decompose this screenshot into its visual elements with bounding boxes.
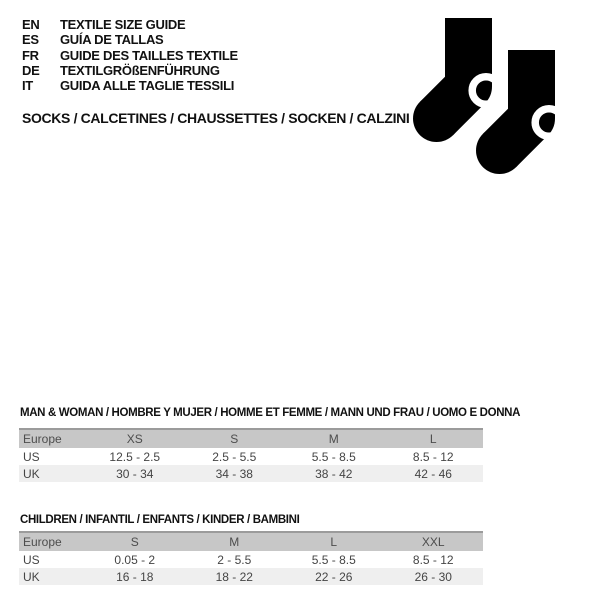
table-row-uk <box>19 465 483 482</box>
table-header-row <box>19 429 483 448</box>
header-cell-size: L <box>284 532 384 551</box>
language-row-it <box>22 79 238 94</box>
size-cell: 26 - 30 <box>414 569 452 584</box>
sock-1-toe <box>413 95 460 142</box>
size-cell: 34 - 38 <box>215 466 253 481</box>
language-row-fr <box>22 49 238 64</box>
size-table-adult <box>19 428 483 482</box>
size-cell: 16 - 18 <box>116 569 154 584</box>
size-cell: 42 - 46 <box>414 466 452 481</box>
row-label: US <box>23 552 40 567</box>
row-label: UK <box>23 569 40 584</box>
header-cell-size: M <box>185 532 285 551</box>
size-cell: 2 - 5.5 <box>217 552 252 567</box>
sock-2-toe <box>476 127 523 174</box>
table-title-children: CHILDREN / INFANTIL / ENFANTS / KINDER / BAMBINI <box>20 514 300 526</box>
socks-icon <box>400 0 600 190</box>
size-cell: 38 - 42 <box>315 466 353 481</box>
category-title: SOCKS / CALCETINES / CHAUSSETTES / SOCKEN / CALZINI <box>22 110 410 126</box>
size-cell: 5.5 - 8.5 <box>311 552 356 567</box>
header-cell-size: S <box>185 429 285 448</box>
table-row-us <box>19 448 483 465</box>
language-code: IT <box>22 78 33 94</box>
size-cell: 22 - 26 <box>315 569 353 584</box>
size-cell: 8.5 - 12 <box>412 449 454 464</box>
language-row-de <box>22 64 238 79</box>
language-code: EN <box>22 17 40 32</box>
language-list <box>22 18 238 94</box>
row-label: US <box>23 449 40 464</box>
size-cell: 8.5 - 12 <box>412 552 454 567</box>
language-label: TEXTILE SIZE GUIDE <box>60 17 186 32</box>
size-cell: 2.5 - 5.5 <box>212 449 257 464</box>
language-code: ES <box>22 32 39 48</box>
language-code: FR <box>22 47 39 63</box>
size-table-children <box>19 531 483 585</box>
size-cell: 5.5 - 8.5 <box>311 449 356 464</box>
table-row-us <box>19 551 483 568</box>
language-label: GUIDA ALLE TAGLIE TESSILI <box>60 78 235 94</box>
language-label: GUÍA DE TALLAS <box>60 32 164 48</box>
header-cell-size: L <box>384 429 484 448</box>
language-row-es <box>22 33 238 48</box>
header-cell-size: XS <box>85 429 185 448</box>
size-cell: 12.5 - 2.5 <box>109 449 161 464</box>
language-row-en <box>22 18 238 33</box>
header-cell-region: Europe <box>19 429 85 448</box>
header-cell-region: Europe <box>19 532 85 551</box>
header-cell-size: S <box>85 532 185 551</box>
language-label: TEXTILGRÖßENFÜHRUNG <box>60 62 220 78</box>
language-code: DE <box>22 62 40 78</box>
header-cell-size: XXL <box>384 532 484 551</box>
row-label: UK <box>23 466 40 481</box>
header-cell-size: M <box>284 429 384 448</box>
language-label: GUIDE DES TAILLES TEXTILE <box>60 47 238 63</box>
size-cell: 30 - 34 <box>116 466 154 481</box>
size-cell: 0.05 - 2 <box>114 552 156 567</box>
table-header-row <box>19 532 483 551</box>
table-row-uk <box>19 568 483 585</box>
size-cell: 18 - 22 <box>215 569 253 584</box>
table-title-adult: MAN & WOMAN / HOMBRE Y MUJER / HOMME ET FEMME / MANN UND FRAU / UOMO E DONNA <box>20 407 521 419</box>
